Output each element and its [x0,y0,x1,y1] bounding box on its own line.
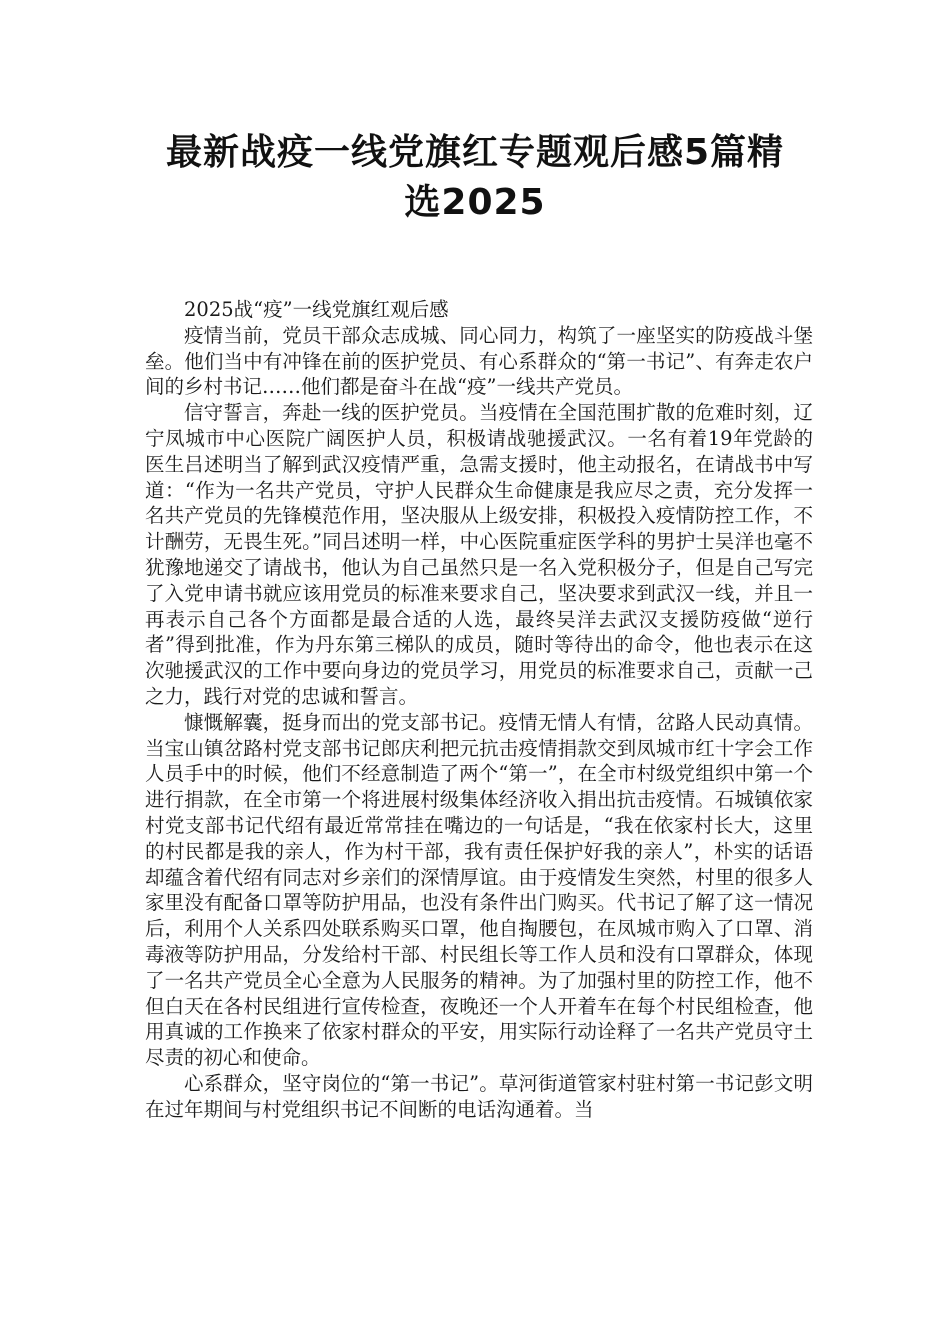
title-line-1: 最新战疫一线党旗红专题观后感5篇精 [165,132,785,173]
document-body [145,297,813,1123]
paragraph-intro: 疫情当前，党员干部众志成城、同心同力，构筑了一座坚实的防疫战斗堡垒。他们当中有冲锋在前的医护党员、有心系群众的“第一书记”、有奔走农户间的乡村书记……他们都是奋斗在战“疫”一线共产党员。 [145,323,813,399]
paragraph-first-secretary: 心系群众，坚守岗位的“第一书记”。草河街道管家村驻村第一书记彭文明在过年期间与村党组织书记不间断的电话沟通着。当 [145,1071,813,1121]
paragraph-medical-members: 信守誓言，奔赴一线的医护党员。当疫情在全国范围扩散的危难时刻，辽宁凤城市中心医院广阔医护人员，积极请战驰援武汉。一名有着19年党龄的医生吕述明当了解到武汉疫情严重，急需支援时，他主动报名，在请战书中写道：“作为一名共产党员，守护人民群众生命健康是我应尽之责，充分发挥一名共产党员的先锋模范作用，坚决服从上级安排，积极投入疫情防控工作，不计酬劳，无畏生死。”同吕述明一样，中心医院重症医学科的男护士吴洋也毫不犹豫地递交了请战书，他认为自己虽然只是一名入党积极分子，但是自己写完了入党申请书就应该用党员的标准来要求自己，坚决要求到武汉一线，并且一再表示自己各个方面都是最合适的人选，最终吴洋去武汉支援防疫做“逆行者”得到批准，作为丹东第三梯队的成员，随时等待出的命令，他也表示在这次驰援武汉的工作中要向身边的党员学习，用党员的标准要求自己，贡献一己之力，践行对党的忠诚和誓言。 [145,401,813,708]
document-title [100,128,850,228]
section-subheading: 2025战“疫”一线党旗红观后感 [184,298,449,321]
paragraph-branch-secretaries: 慷慨解囊，挺身而出的党支部书记。疫情无情人有情，岔路人民动真情。当宝山镇岔路村党支部书记郎庆利把元抗击疫情捐款交到凤城市红十字会工作人员手中的时候，他们不经意制造了两个“第一”，在全市村级党组织中第一个进行捐款，在全市第一个将进展村级集体经济收入捐出抗击疫情。石城镇依家村党支部书记代绍有最近常常挂在嘴边的一句话是，“我在依家村长大，这里的村民都是我的亲人，作为村干部，我有责任保护好我的亲人”，朴实的话语却蕴含着代绍有同志对乡亲们的深情厚谊。由于疫情发生突然，村里的很多人家里没有配备口罩等防护用品，也没有条件出门购买。代书记了解了这一情况后，利用个人关系四处联系购买口罩，他自掏腰包，在凤城市购入了口罩、消毒液等防护用品，分发给村干部、村民组长等工作人员和没有口罩群众，体现了一名共产党员全心全意为人民服务的精神。为了加强村里的防控工作，他不但白天在各村民组进行宣传检查，夜晚还一个人开着车在每个村民组检查，他用真诚的工作换来了依家村群众的平安，用实际行动诠释了一名共产党员守土尽责的初心和使命。 [145,710,813,1070]
title-line-2: 选2025 [404,182,546,223]
